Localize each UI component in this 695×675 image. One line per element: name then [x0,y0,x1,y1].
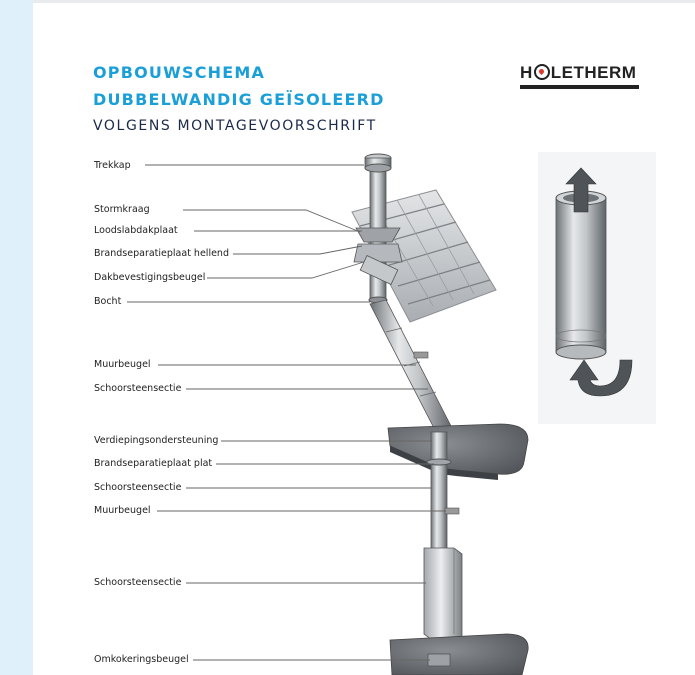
label-bocht: Bocht [94,296,122,307]
label-verdiepingsondersteuning: Verdiepingsondersteuning [94,435,219,446]
title-line-1: OPBOUWSCHEMA [93,63,266,82]
subtitle: VOLGENS MONTAGEVOORSCHRIFT [93,118,377,134]
label-omkokeringsbeugel: Omkokeringsbeugel [94,654,189,665]
label-dakbevestigingsbeugel: Dakbevestigingsbeugel [94,272,206,283]
label-brandseparatieplaat-plat: Brandseparatieplaat plat [94,458,213,469]
logo-text-rest: LETHERM [550,63,637,82]
label-loodslabdakplaat: Loodslabdakplaat [94,225,178,236]
label-muurbeugel-1: Muurbeugel [94,359,151,370]
label-stormkraag: Stormkraag [94,204,150,215]
label-schoorsteensectie-2: Schoorsteensectie [94,482,182,493]
logo-text-h: H [520,63,533,82]
label-schoorsteensectie-1: Schoorsteensectie [94,383,182,394]
label-trekkap: Trekkap [94,160,131,171]
label-brandseparatieplaat-hellend: Brandseparatieplaat hellend [94,248,229,259]
label-muurbeugel-2: Muurbeugel [94,505,151,516]
title-line-2: DUBBELWANDIG GEÏSOLEERD [93,90,385,109]
label-schoorsteensectie-3: Schoorsteensectie [94,577,182,588]
